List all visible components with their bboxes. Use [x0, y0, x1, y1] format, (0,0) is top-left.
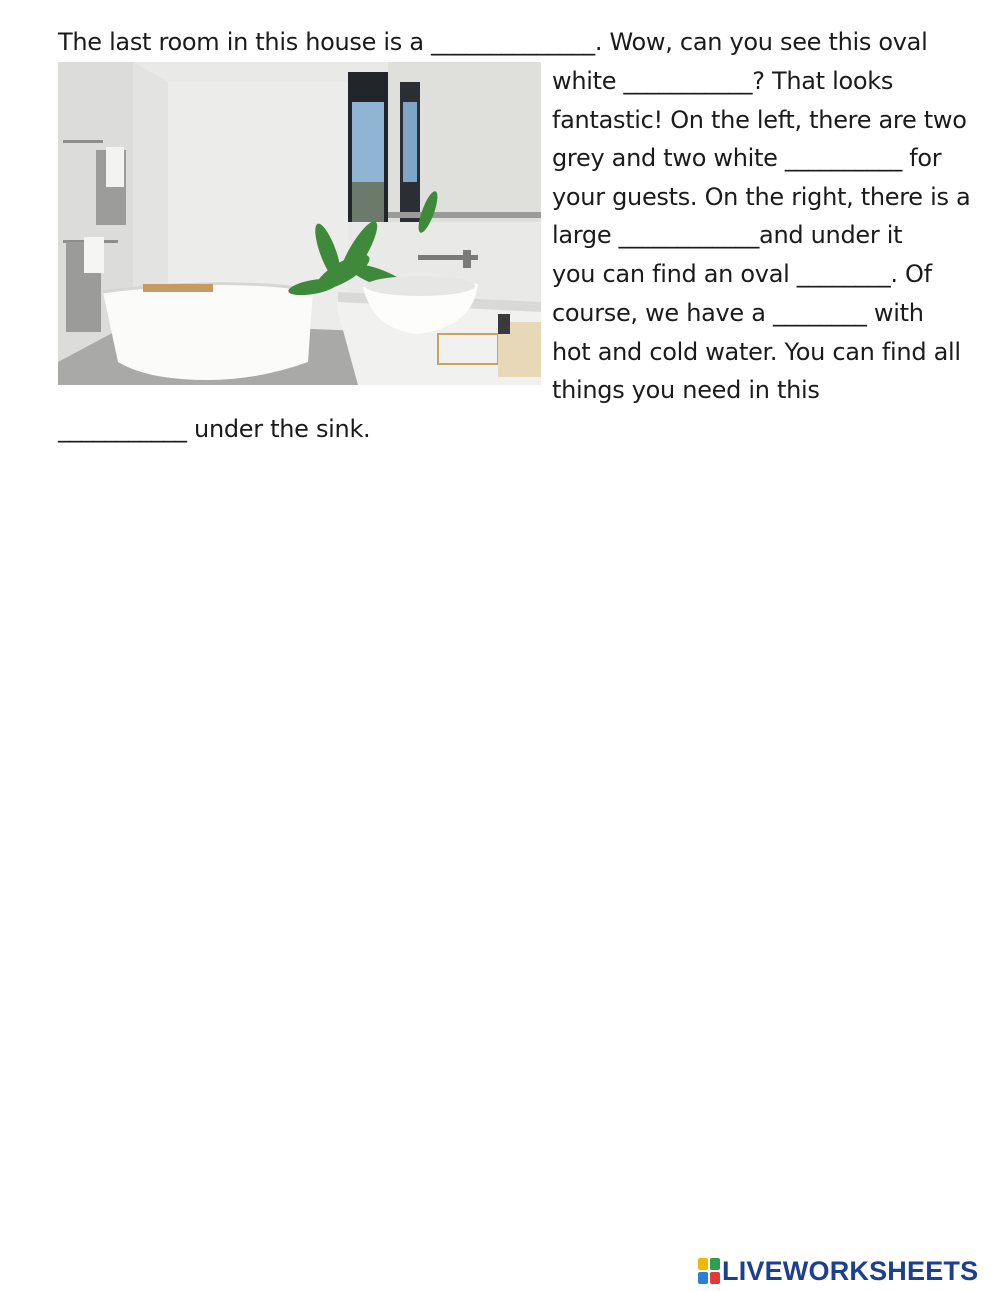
- text-line-8: course, we have a ________ with: [552, 299, 924, 327]
- text-line-1: The last room in this house is a ______________. Wow, can you see this oval: [58, 28, 928, 56]
- text-line-7: you can find an oval ________. Of: [552, 260, 932, 288]
- text-line-9: hot and cold water. You can find all: [552, 338, 961, 366]
- text-line-10: things you need in this: [552, 376, 820, 404]
- text-line-2: white ___________? That looks: [552, 67, 894, 95]
- text-line-5: your guests. On the right, there is a: [552, 183, 971, 211]
- logo-text: LIVEWORKSHEETS: [722, 1255, 979, 1286]
- text-line-3: fantastic! On the left, there are two: [552, 106, 967, 134]
- text-line-6: large ____________and under it: [552, 221, 903, 249]
- text-line-4: grey and two white __________ for: [552, 144, 942, 172]
- logo-mark-icon: [698, 1258, 720, 1284]
- text-line-11: ___________ under the sink.: [58, 415, 371, 443]
- liveworksheets-logo: [698, 1256, 978, 1286]
- bathroom-photo: [58, 62, 541, 385]
